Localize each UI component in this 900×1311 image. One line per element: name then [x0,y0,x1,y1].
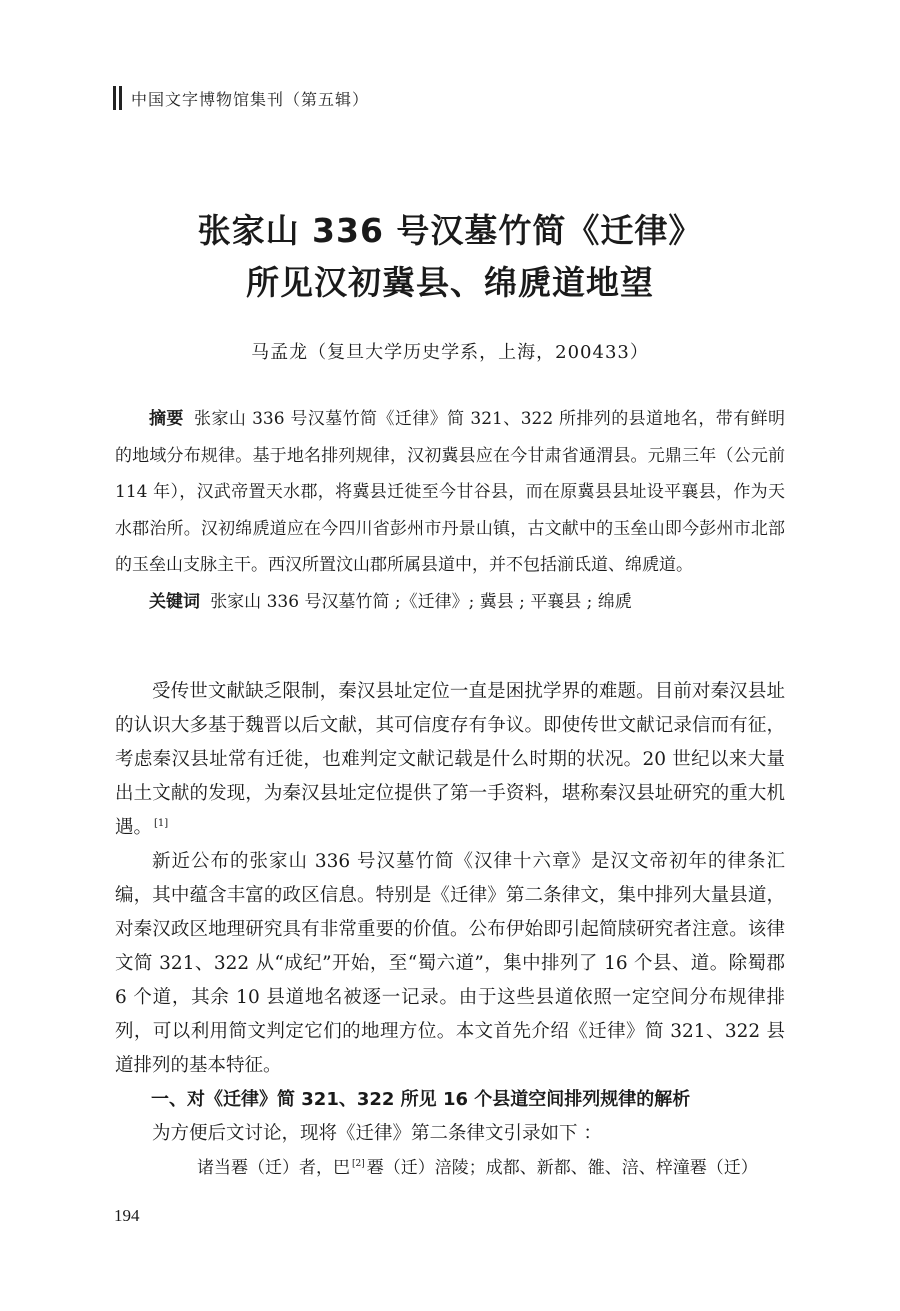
page-number: 194 [114,1206,140,1225]
body-paragraph-2: 新近公布的张家山 336 号汉墓竹简《汉律十六章》是汉文帝初年的律条汇编，其中蕴含丰富的政区信息。特别是《迁律》第二条律文，集中排列大量县道，对秦汉政区地理研究具有非常重要的价值。公布伊始即引起简牍研究者注意。该律文简 321、322 从“成纪”开始，至“蜀六道”，集中排列了 16 个县、道。除蜀郡 6 个道，其余 10 县道地名被逐一记录。由于这些县道依照一定空间分布规律排列，可以利用简文判定它们的地理方位。本文首先介绍《迁律》简 321、322 县道排列的基本特征。 [115,851,785,1076]
running-head-bars-icon [113,86,123,110]
quote-part-a: 诸当䙴（迁）者，巴 [197,1158,350,1178]
body-paragraph-1 [115,675,785,845]
body-text [115,675,785,1185]
title-line-2: 所见汉初冀县、绵虒道地望 [246,263,654,302]
body-paragraph-1-text: 受传世文献缺乏限制，秦汉县址定位一直是困扰学界的难题。目前对秦汉县址的认识大多基于魏晋以后文献，其可信度存有争议。即使传世文献记录信而有征，考虑秦汉县址常有迁徙，也难判定文献记载是什么时期的状况。20 世纪以来大量出土文献的发现，为秦汉县址定位提供了第一手资料，堪称秦汉县址研究的重大机遇。 [115,681,785,838]
quote-part-b: 䙴（迁）涪陵；成都、新都、雒、涪、梓潼䙴（迁） [366,1158,758,1178]
abstract-text: 张家山 336 号汉墓竹简《迁律》简 321、322 所排列的县道地名，带有鲜明的地域分布规律。基于地名排列规律，汉初冀县应在今甘肃省通渭县。元鼎三年（公元前 114 年），汉武帝置天水郡，将冀县迁徙至今甘谷县，而在原冀县县址设平襄县，作为天水郡治所。汉初绵虒道应在今四川省彭州市丹景山镇，古文献中的玉垒山即今彭州市北部的玉垒山支脉主干。西汉所置汶山郡所属县道中，并不包括湔氐道、绵虒道。 [115,409,785,575]
author-affiliation: 马孟龙（复旦大学历史学系，上海，200433） [251,342,649,363]
keywords-paragraph [115,584,785,621]
footnote-ref-2: [2] [352,1159,365,1170]
section-heading-1: 一、对《迁律》简 321、322 所见 16 个县道空间排列规律的解析 [151,1089,691,1110]
keywords-label: 关键词 [149,591,200,612]
running-head [113,86,369,110]
keywords-text: 张家山 336 号汉墓竹简 ;《迁律》; 冀县 ; 平襄县 ; 绵虒 [210,591,632,612]
body-paragraph-3: 为方便后文讨论，现将《迁律》第二条律文引录如下 ： [152,1123,602,1144]
article-title [0,205,900,309]
abstract-section [115,401,785,620]
statute-quotation [115,1151,785,1185]
abstract-label: 摘要 [149,409,184,429]
abstract-paragraph [115,401,785,584]
footnote-ref-1: [1] [154,817,169,829]
running-head-text: 中国文字博物馆集刊（第五辑） [131,89,370,109]
title-line-1: 张家山 336 号汉墓竹简《迁律》 [197,211,703,250]
